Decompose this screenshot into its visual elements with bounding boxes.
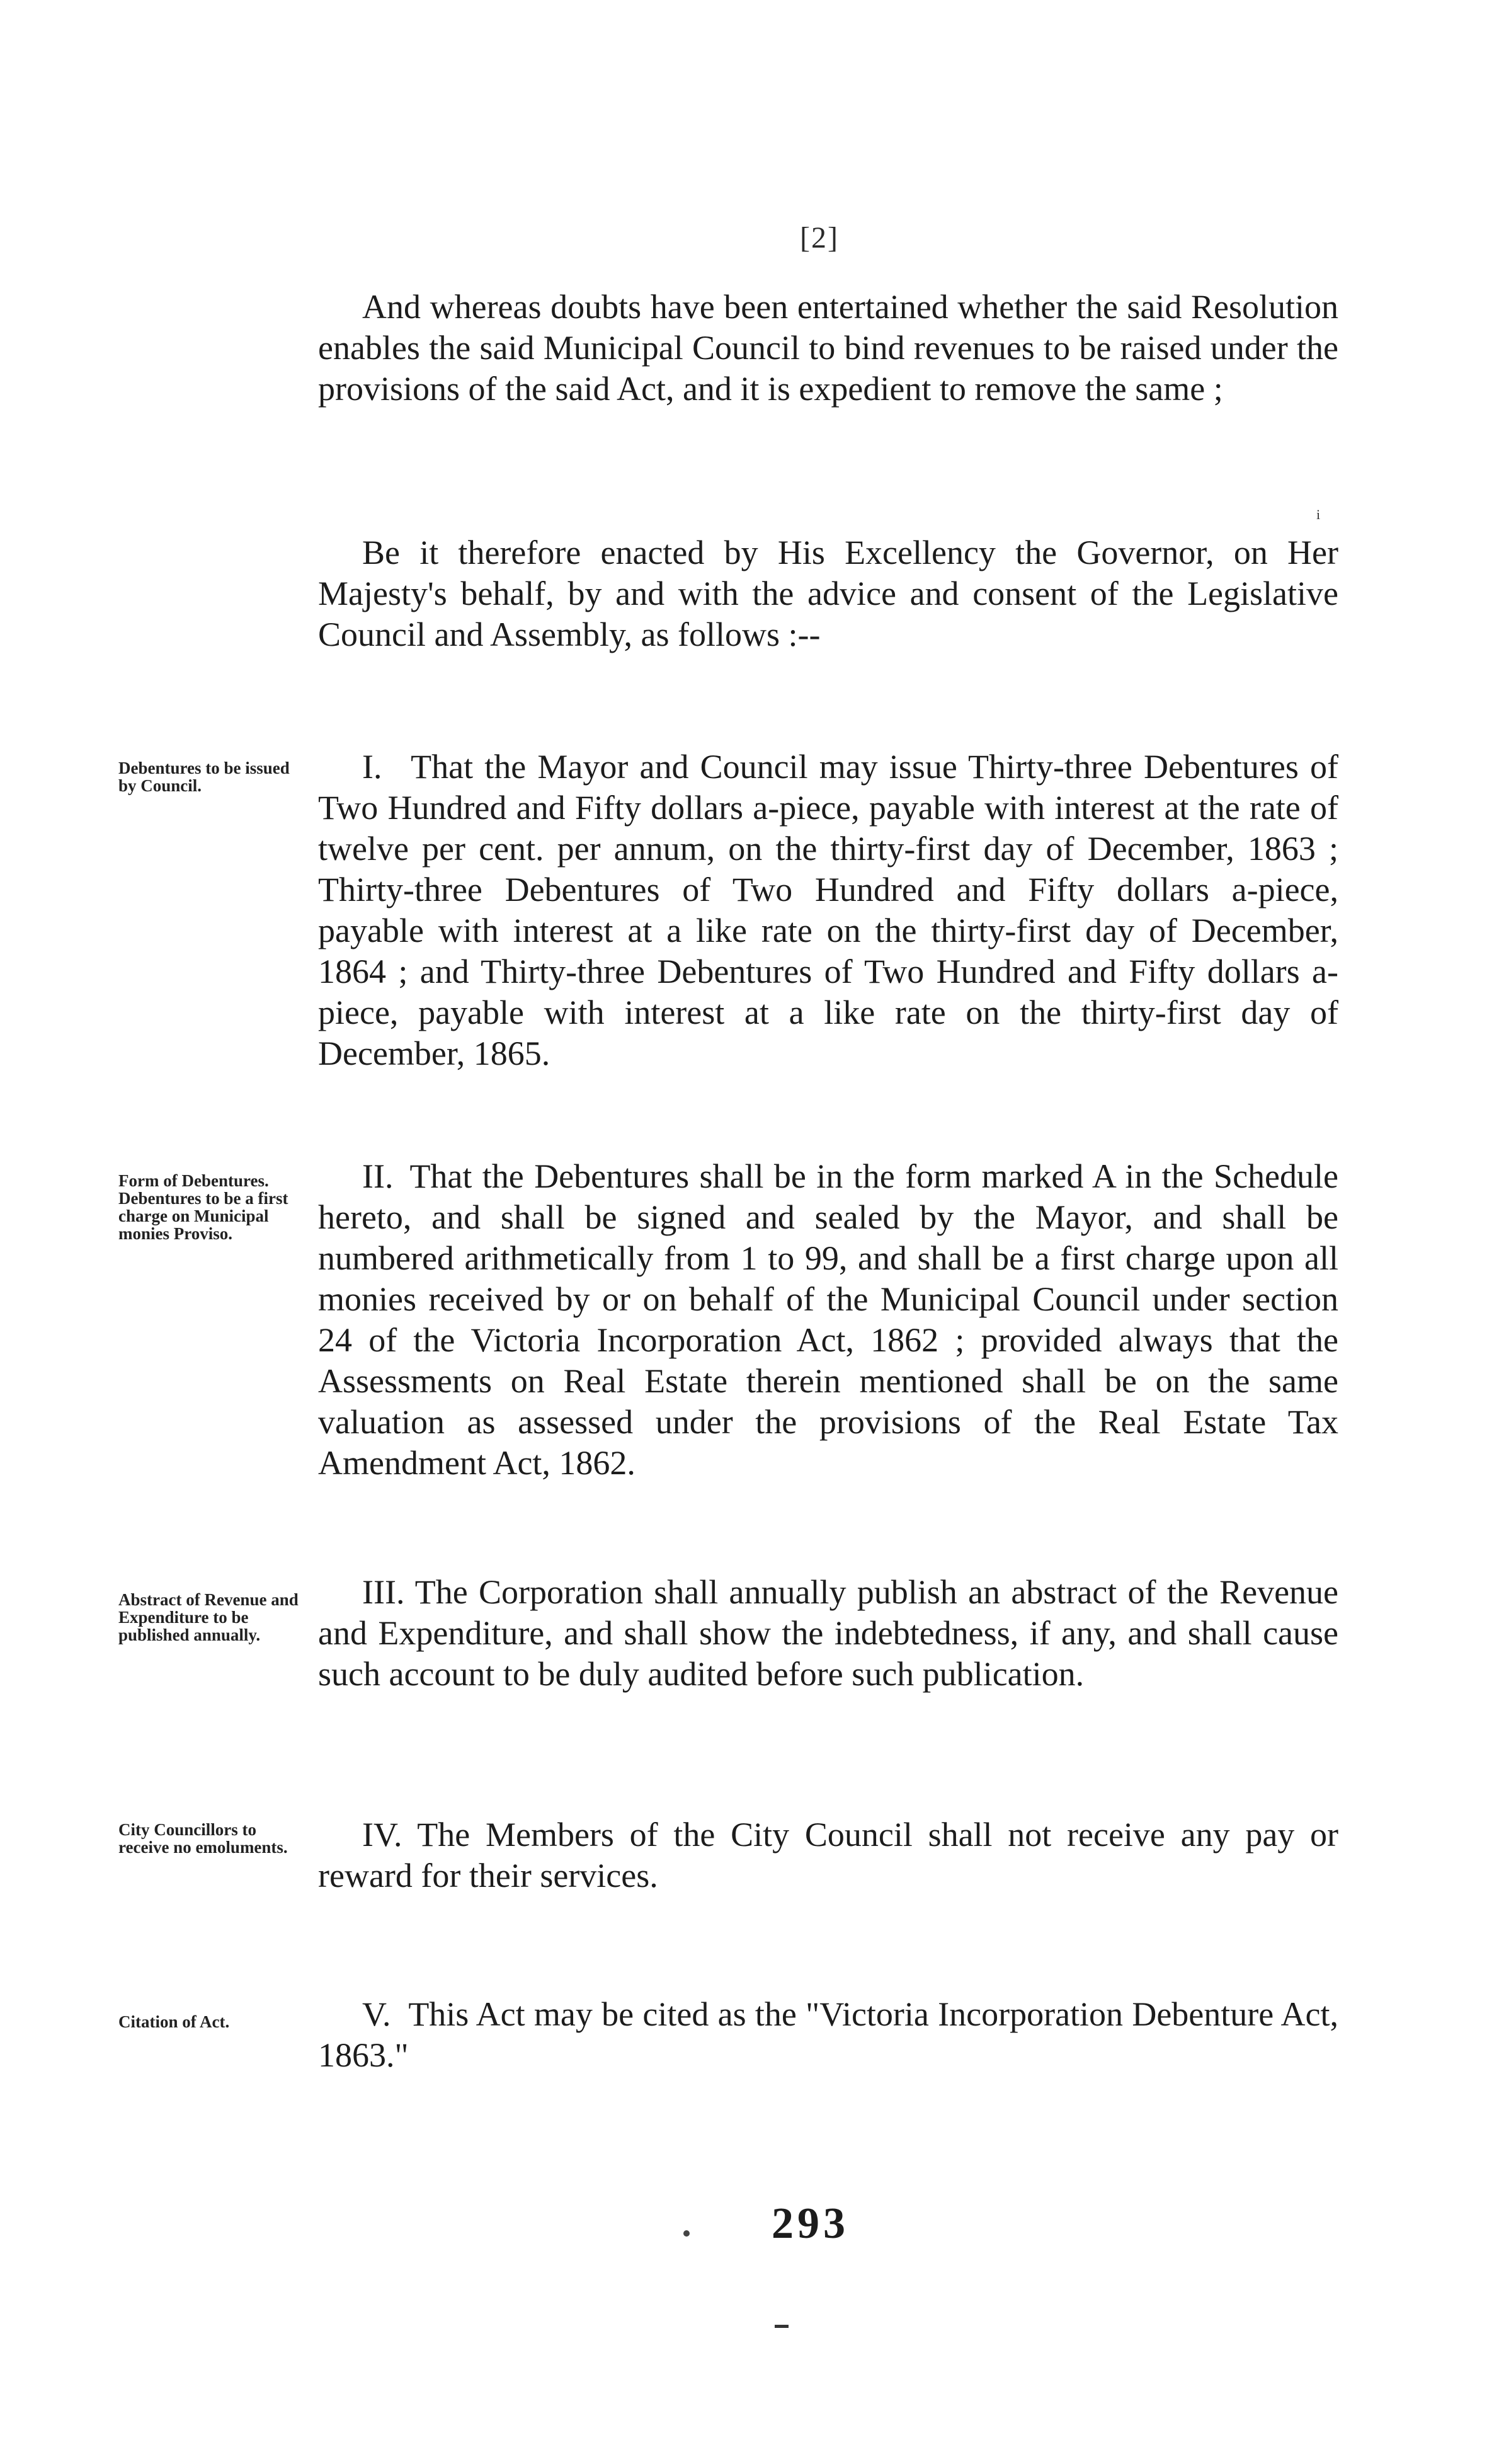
whereas-text: And whereas doubts have been entertained whether the said Resolution enables the said Municipal Council to bind revenues to be raised under the provisions of the said Act, and it is expedient to remove the same ;: [318, 288, 1338, 408]
enacting-clause-text: Be it therefore enacted by His Excellency the Governor, on Her Majesty's behalf, by and with the advice and consent of the Legislative Council and Assembly, as follows :--: [318, 534, 1338, 653]
enacting-clause-paragraph: [318, 532, 1338, 655]
small-mark: i: [1316, 507, 1321, 522]
section-3: [318, 1572, 1338, 1695]
section-2-number: II.: [362, 1157, 394, 1195]
marginal-note-section-1: Debentures to be issued by Council.: [118, 759, 290, 795]
whereas-paragraph: [318, 287, 1338, 410]
marginal-note-section-5: Citation of Act.: [118, 2012, 230, 2031]
marginal-note-section-3: Abstract of Revenue and Expenditure to be published annually.: [118, 1590, 299, 1644]
section-3-number: III.: [362, 1573, 405, 1611]
section-1-text: That the Mayor and Council may issue Thirty-three Debentures of Two Hundred and Fifty dollars a-piece, payable with interest at the rate of twelve per cent. per annum, on the thirty-first day of December, 1863 ; Thirty-three Debentures of Two Hundred and Fifty dollars a-piece, payable with interest at a like rate on the thirty-first day of December, 1864 ; and Thirty-three Debentures of Two Hundred and Fifty dollars a-piece, payable with interest at a like rate on the thirty-first day of December, 1865.: [318, 748, 1339, 1072]
section-4-text: The Members of the City Council shall not receive any pay or reward for their services.: [318, 1816, 1338, 1894]
section-5-number: V.: [362, 1995, 391, 2033]
section-4-number: IV.: [362, 1816, 402, 1854]
marginal-note-section-2: Form of Debentures. Debentures to be a first charge on Municipal monies Proviso.: [118, 1171, 288, 1243]
marginal-note-section-4: City Councillors to receive no emoluments.: [118, 1820, 288, 1857]
section-4: [318, 1814, 1338, 1896]
section-5: [318, 1994, 1338, 2076]
section-5-text: This Act may be cited as the "Victoria Incorporation Debenture Act, 1863.": [318, 1995, 1338, 2074]
footer-dash-mark: [775, 2325, 789, 2328]
section-3-text: The Corporation shall annually publish an abstract of the Revenue and Expenditure, and shall show the indebtedness, if any, and shall cause such account to be duly audited before such publication.: [318, 1573, 1339, 1693]
footer-dot-mark: [683, 2230, 690, 2237]
page-header-number: [2]: [800, 221, 839, 255]
section-1-number: I.: [362, 748, 382, 786]
page-footer-number: 293: [772, 2199, 849, 2248]
section-2-text: That the Debentures shall be in the form marked A in the Schedule hereto, and shall be signed and sealed by the Mayor, and shall be numbered arithmetically from 1 to 99, and shall be a first charge upon all monies received by or on behalf of the Municipal Council under section 24 of the Victoria Incorporation Act, 1862 ; provided always that the Assessments on Real Estate therein mentioned shall be on the same valuation as assessed under the provisions of the Real Estate Tax Amendment Act, 1862.: [318, 1157, 1338, 1482]
section-2: [318, 1156, 1338, 1484]
section-1: [318, 747, 1338, 1074]
